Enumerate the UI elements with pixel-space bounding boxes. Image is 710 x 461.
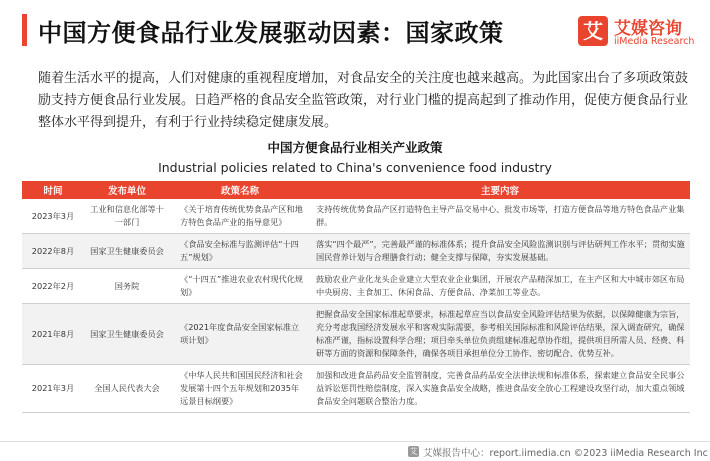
column-header-name: 政策名称 bbox=[170, 181, 310, 199]
table-row bbox=[22, 234, 690, 269]
title-accent-bar bbox=[22, 14, 27, 46]
page-header bbox=[0, 0, 710, 62]
intro-paragraph: 随着生活水平的提高，人们对健康的重视程度增加，对食品安全的关注度也越来越高。为此国家出台了多项政策鼓励支持方便食品行业发展。日趋严格的食品安全监管政策，对行业门槛的提高起到了推动作用，促使方便食品行业整体水平得到提升，有利于行业持续稳定健康发展。 bbox=[38, 71, 689, 130]
column-header-content: 主要内容 bbox=[310, 181, 690, 199]
cell-content: 把握食品安全国家标准起草要求，标准起草应当以食品安全风险评估结果为依据，以保障健康为宗旨，充分考虑我国经济发展水平和客观实际需要，参考相关国际标准和风险评估结果，深入调查研究，确保标准严谨，指标设置科学合理；项目牵头单位负责组建标准起草协作组，提供项目所需人员、经费、科研等方面的资源和保障条件，确保各项目承担单位分工协作、密切配合、优势互补。 bbox=[310, 304, 690, 365]
logo-en-text: iiMedia Research bbox=[614, 36, 695, 47]
cell-time: 2021年8月 bbox=[22, 304, 84, 365]
table-row bbox=[22, 365, 690, 413]
cell-time: 2021年3月 bbox=[22, 365, 84, 413]
page-footer bbox=[0, 441, 710, 461]
table-row bbox=[22, 199, 690, 234]
cell-time: 2023年3月 bbox=[22, 199, 84, 234]
iimedia-logo bbox=[578, 16, 700, 50]
cell-policy-name: 《中华人民共和国国民经济和社会发展第十四个五年规划和2035年远景目标纲要》 bbox=[170, 365, 310, 413]
cell-content: 落实“四个最严”，完善最严谨的标准体系；提升食品安全风险监测识别与评估研判工作水平；贯彻实施国民营养计划与合理膳食行动；健全支撑与保障，夯实发展基础。 bbox=[310, 234, 690, 269]
cell-content: 加强和改进食品药品安全监管制度，完善食品药品安全法律法规和标准体系，探索建立食品安全民事公益诉讼惩罚性赔偿制度，深入实施食品安全战略，推进食品安全放心工程建设攻坚行动，加大重点领域食品安全问题联合整治力度。 bbox=[310, 365, 690, 413]
intro-text bbox=[38, 68, 688, 134]
logo-cn-text: 艾媒咨询 bbox=[614, 19, 682, 39]
cell-content: 鼓励农业产业化龙头企业建立大型农业企业集团，开展农产品精深加工，在主产区和大中城市郊区布局中央厨房、主食加工、休闲食品、方便食品、净菜加工等业态。 bbox=[310, 269, 690, 304]
column-header-unit: 发布单位 bbox=[84, 181, 170, 199]
cell-time: 2022年8月 bbox=[22, 234, 84, 269]
column-header-time: 时间 bbox=[22, 181, 84, 199]
cell-policy-name: 《“十四五”推进农业农村现代化规划》 bbox=[170, 269, 310, 304]
footer-copyright: 艾媒报告中心：report.iimedia.cn ©2023 iiMedia Research Inc bbox=[423, 448, 708, 459]
table-header-row bbox=[22, 181, 690, 199]
cell-unit: 国家卫生健康委员会 bbox=[84, 304, 170, 365]
cell-unit: 国家卫生健康委员会 bbox=[84, 234, 170, 269]
cell-unit: 全国人民代表大会 bbox=[84, 365, 170, 413]
cell-content: 支持传统优势食品产区打造特色主导产品交易中心、批发市场等，打造方便食品等地方特色食品产业集群。 bbox=[310, 199, 690, 234]
cell-unit: 国务院 bbox=[84, 269, 170, 304]
table-row bbox=[22, 304, 690, 365]
table-title-en: Industrial policies related to China's convenience food industry bbox=[158, 160, 552, 175]
report-center-icon: 艾 bbox=[409, 447, 418, 456]
cell-unit: 工业和信息化部等十一部门 bbox=[84, 199, 170, 234]
cell-policy-name: 《关于培育传统优势食品产区和地方特色食品产业的指导意见》 bbox=[170, 199, 310, 234]
cell-time: 2022年2月 bbox=[22, 269, 84, 304]
cell-policy-name: 《食品安全标准与监测评估“十四五”规划》 bbox=[170, 234, 310, 269]
table-title-cn: 中国方便食品行业相关产业政策 bbox=[267, 140, 443, 155]
footer-divider bbox=[0, 441, 710, 442]
logo-mark-icon: 艾 bbox=[578, 16, 608, 46]
cell-policy-name: 《2021年度食品安全国家标准立项计划》 bbox=[170, 304, 310, 365]
page-title: 中国方便食品行业发展驱动因素：国家政策 bbox=[38, 19, 504, 47]
policy-table bbox=[22, 181, 690, 413]
table-row bbox=[22, 269, 690, 304]
